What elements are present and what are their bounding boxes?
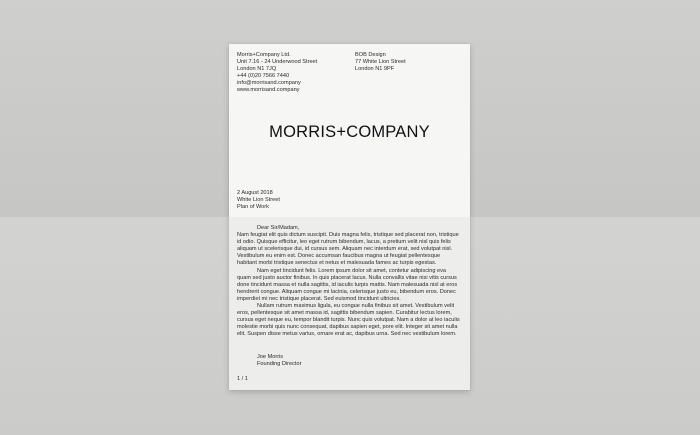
letter-location: White Lion Street — [237, 197, 280, 204]
sender-line: Unit 7.16 - 24 Underwood Street — [237, 59, 318, 66]
sender-line: +44 (0)20 7566 7440 — [237, 73, 290, 80]
letter-subject: Plan of Work — [237, 204, 269, 211]
recipient-line: 77 White Lion Street — [355, 59, 406, 66]
letter-sheet — [229, 44, 470, 390]
sender-line: www.morrisand.company — [237, 87, 300, 94]
sender-address — [237, 52, 317, 95]
recipient-line: BOB Design — [355, 52, 386, 58]
body-paragraph: Nam feugiat elit quis dictum suscipit. Duis magna felis, tristique sed placerat non, tristique id odio. Quisque efficitur, leo eget rutrum bibendum, lacus, a pretium velit nisl quis felis aliquam ut scelerisque dui, id cursus sem. Aliquam nec interdum erat, sed volutpat nisl. Vestibulum eu enim est. Donec accumsan faucibus magna ut feugiat pellentesque habitant morbi tristique senectus et netus et malesuada fames ac turpis egestas. — [237, 232, 459, 267]
sender-line: info@morrisand.company — [237, 80, 301, 87]
body-paragraph: Nam eget tincidunt felis. Lorem ipsum dolor sit amet, contetur adipiscing eva quam sed justo auctor finibus. In quis placerat lacus. Nulla convallis vitae nisi vitis cursus done tincidunt massa et nulla sagittis, id iaculis turpis mattis. Nam malesuada nisl at eros hendrerit congue. Aliquam congue mi lacinia, celerisque justo eu, bibendum eros. Donec imperdiet mi nec tristique placerat. Sed euismod tincidunt ultricies. — [237, 267, 458, 302]
recipient-line: London N1 9PF — [355, 66, 395, 73]
sender-line: Morris+Company Ltd. — [237, 52, 291, 58]
signature-name: Joe Morris — [257, 354, 284, 360]
page-number: 1 / 1 — [237, 376, 248, 382]
signature-block — [257, 354, 301, 368]
letter-date: 2 August 2018 — [237, 190, 273, 196]
letter-body — [237, 225, 461, 339]
body-paragraph: Nullam rutrum maximus ligula, eu congue nulla finibus sit amet. Vestibulum velit eros, pellentesque sit amet massa id, sagittis bibendum sapien. Curabitur lectus lorem, cursus eget neque eu, tempor blandit turpis. Nunc quis volutpat. Nam a dolor at leo iaculis molestie morbi quis nunc consequat, dapibus sapien eget, pore elit. Integer sit amet nulla elit. Suspen disse metus varius, ornare erat ac, dapibus urna. Sed nec vestibulum lorem. — [237, 303, 460, 338]
recipient-address — [355, 52, 406, 73]
letter-meta — [237, 190, 280, 211]
company-logo: MORRIS+COMPANY — [269, 123, 430, 141]
salutation: Dear Sir/Madam, — [257, 225, 300, 231]
signature-title: Founding Director — [257, 361, 302, 368]
sender-line: London N1 7JQ — [237, 66, 277, 73]
